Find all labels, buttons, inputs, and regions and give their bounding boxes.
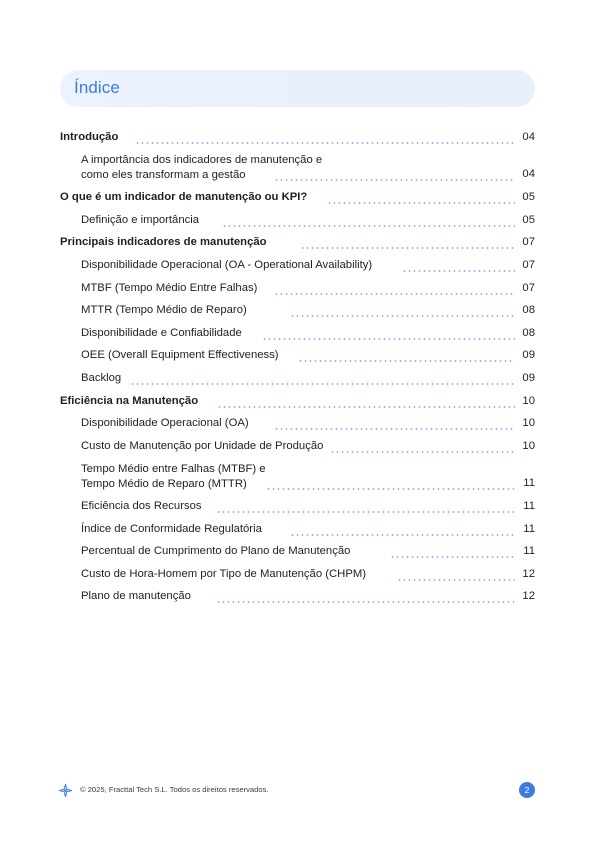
- toc-page-number: 07: [522, 236, 535, 248]
- toc-dot-leader: [135, 142, 515, 144]
- toc-section-entry[interactable]: [0, 131, 595, 147]
- toc-page-number: 05: [522, 214, 535, 226]
- toc-subsection-entry[interactable]: [0, 462, 595, 494]
- toc-entry-label-line: Tempo Médio entre Falhas (MTBF) e: [81, 463, 266, 475]
- toc-dot-leader: [130, 383, 515, 385]
- toc-dot-leader: [216, 511, 515, 513]
- toc-entry-label: OEE (Overall Equipment Effectiveness): [81, 349, 279, 361]
- toc-dot-leader: [274, 293, 515, 295]
- toc-subsection-entry[interactable]: [0, 327, 595, 343]
- toc-entry-label: Índice de Conformidade Regulatória: [81, 523, 262, 535]
- toc-section-entry[interactable]: [0, 191, 595, 207]
- toc-page-number: 09: [522, 372, 535, 384]
- toc-page-number: 09: [522, 349, 535, 361]
- toc-subsection-entry[interactable]: [0, 214, 595, 230]
- toc-dot-leader: [216, 601, 515, 603]
- toc-dot-leader: [397, 579, 515, 581]
- toc-subsection-entry[interactable]: [0, 372, 595, 388]
- toc-subsection-entry[interactable]: [0, 523, 595, 539]
- toc-dot-leader: [298, 360, 515, 362]
- toc-entry-label: Disponibilidade Operacional (OA): [81, 417, 249, 429]
- toc-subsection-entry[interactable]: [0, 590, 595, 606]
- fracttal-logo-icon: [59, 784, 72, 797]
- toc-subsection-entry[interactable]: [0, 349, 595, 365]
- toc-subsection-entry[interactable]: [0, 282, 595, 298]
- toc-page-number: 10: [522, 395, 535, 407]
- toc-entry-label-line: como eles transformam a gestão: [81, 169, 246, 181]
- toc-page-number: 11: [523, 523, 535, 535]
- toc-section-entry[interactable]: [0, 395, 595, 411]
- toc-entry-label: Plano de manutenção: [81, 590, 191, 602]
- toc-page-number: 11: [523, 545, 535, 557]
- toc-entry-label: Custo de Manutenção por Unidade de Produção: [81, 440, 324, 452]
- toc-subsection-entry[interactable]: [0, 545, 595, 561]
- toc-entry-label: Introdução: [60, 131, 119, 143]
- toc-entry-label: Eficiência dos Recursos: [81, 500, 202, 512]
- toc-dot-leader: [402, 270, 515, 272]
- toc-page-number: 12: [522, 568, 535, 580]
- toc-entry-label: Definição e importância: [81, 214, 200, 226]
- toc-page-number: 11: [523, 477, 535, 489]
- toc-dot-leader: [330, 451, 515, 453]
- toc-subsection-entry[interactable]: [0, 417, 595, 433]
- toc-entry-label: Percentual de Cumprimento do Plano de Manutenção: [81, 545, 351, 557]
- toc-page-number: 10: [522, 440, 535, 452]
- toc-dot-leader: [262, 338, 515, 340]
- toc-page-number: 05: [522, 191, 535, 203]
- toc-page-number: 12: [522, 590, 535, 602]
- toc-entry-label-line: Tempo Médio de Reparo (MTTR): [81, 478, 247, 490]
- toc-dot-leader: [217, 406, 515, 408]
- toc-page-number: 04: [522, 168, 535, 180]
- page-footer: [0, 782, 595, 802]
- toc-subsection-entry[interactable]: [0, 440, 595, 456]
- toc-page-number: 10: [522, 417, 535, 429]
- toc-entry-label: Principais indicadores de manutenção: [60, 236, 267, 248]
- toc-dot-leader: [266, 488, 515, 490]
- toc-dot-leader: [327, 202, 515, 204]
- page-title: Índice: [74, 78, 120, 97]
- toc-dot-leader: [390, 556, 515, 558]
- toc-subsection-entry[interactable]: [0, 500, 595, 516]
- toc-entry-label: [81, 462, 266, 492]
- toc-dot-leader: [290, 534, 515, 536]
- toc-entry-label: MTBF (Tempo Médio Entre Falhas): [81, 282, 258, 294]
- toc-page-number: 07: [522, 259, 535, 271]
- toc-page-number: 11: [523, 500, 535, 512]
- toc-entry-label: Disponibilidade Operacional (OA - Operational Availability): [81, 259, 373, 271]
- toc-dot-leader: [274, 428, 515, 430]
- toc-entry-label: Eficiência na Manutenção: [60, 395, 199, 407]
- toc-entry-label: O que é um indicador de manutenção ou KPI?: [60, 191, 308, 203]
- toc-entry-label: Custo de Hora-Homem por Tipo de Manutenção (CHPM): [81, 568, 367, 580]
- page-number-badge: 2: [519, 782, 535, 798]
- toc-page-number: 07: [522, 282, 535, 294]
- toc-entry-label: Disponibilidade e Confiabilidade: [81, 327, 242, 339]
- toc-entry-label: MTTR (Tempo Médio de Reparo): [81, 304, 247, 316]
- toc-subsection-entry[interactable]: [0, 259, 595, 275]
- copyright-text: © 2025, Fracttal Tech S.L. Todos os direitos reservados.: [80, 785, 269, 794]
- toc-entry-label: Backlog: [81, 372, 122, 384]
- toc-subsection-entry[interactable]: [0, 304, 595, 320]
- toc-subsection-entry[interactable]: [0, 568, 595, 584]
- toc-dot-leader: [222, 225, 515, 227]
- toc-dot-leader: [290, 315, 515, 317]
- toc-subsection-entry[interactable]: [0, 153, 595, 185]
- toc-entry-label-line: A importância dos indicadores de manutenção e: [81, 154, 323, 166]
- toc-page-number: 04: [522, 131, 535, 143]
- toc-page-number: 08: [522, 304, 535, 316]
- toc-page-number: 08: [522, 327, 535, 339]
- toc-dot-leader: [274, 179, 515, 181]
- toc-dot-leader: [300, 247, 515, 249]
- toc-section-entry[interactable]: [0, 236, 595, 252]
